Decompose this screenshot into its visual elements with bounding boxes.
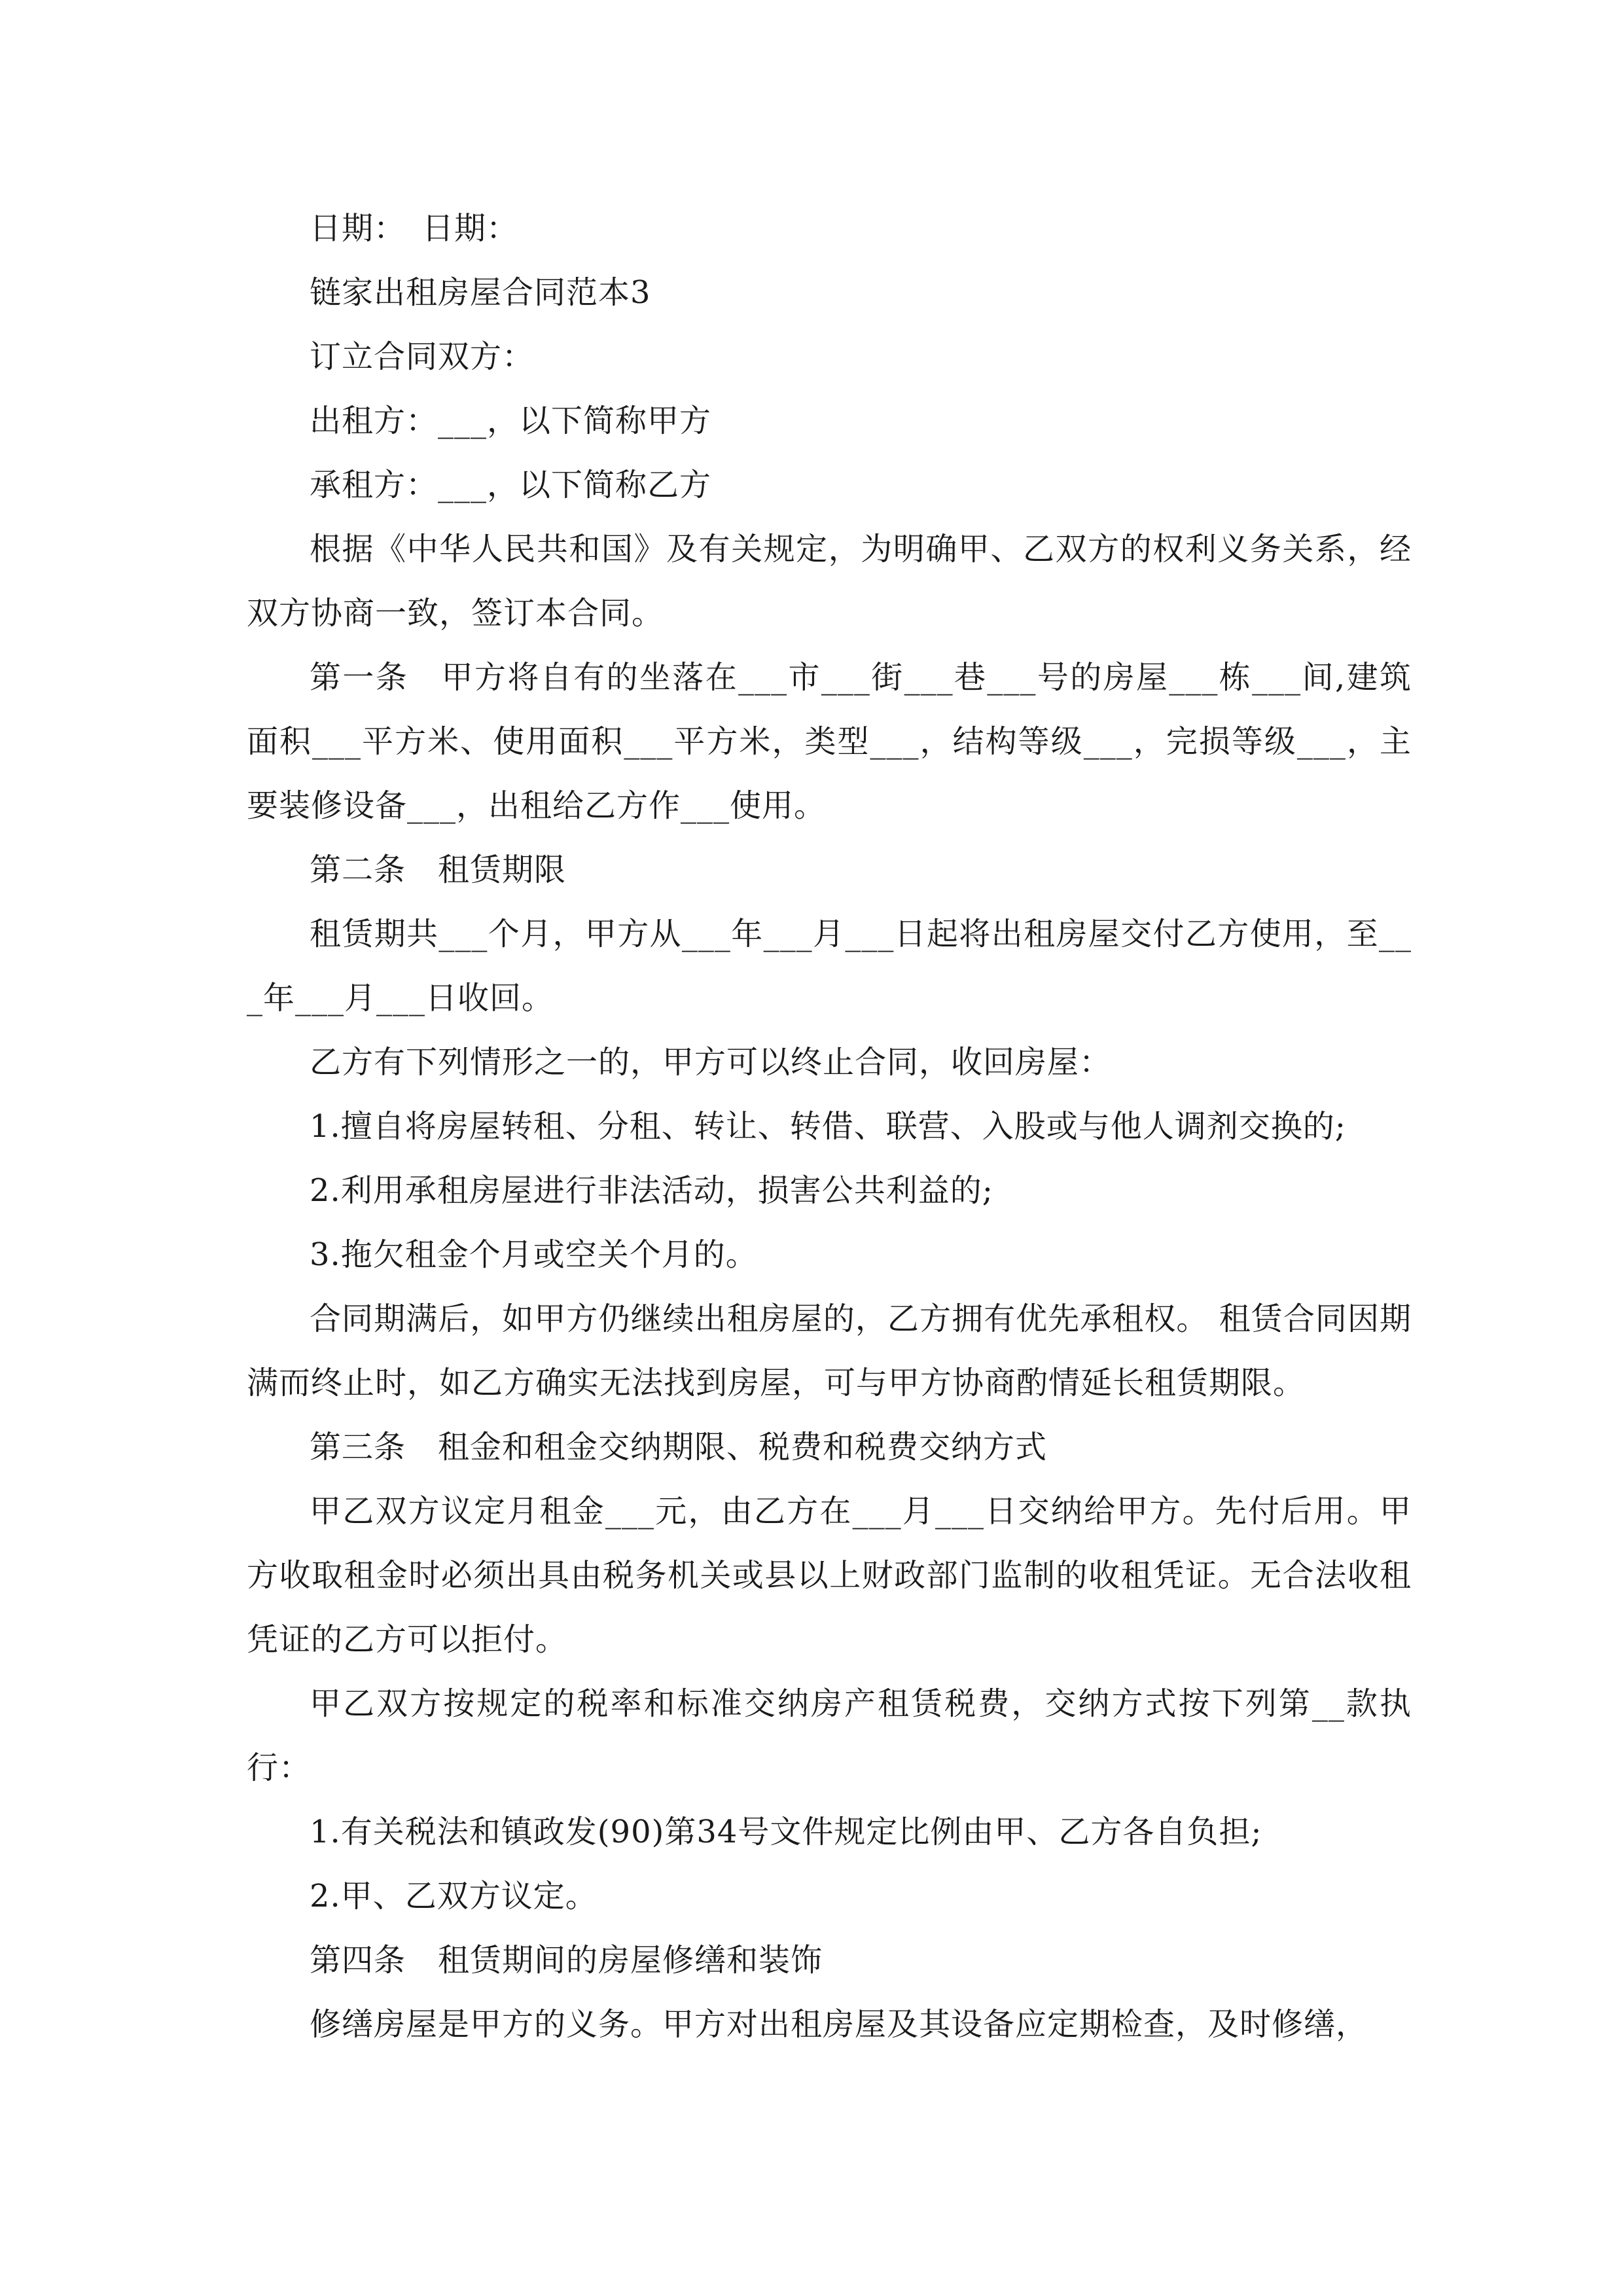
termination-intro: 乙方有下列情形之一的，甲方可以终止合同，收回房屋：	[310, 1044, 1112, 1081]
termination-item-3: 3.拖欠租金个月或空关个月的。	[310, 1236, 758, 1273]
lessor-line: 出租方：___，以下简称甲方	[310, 403, 712, 439]
rent-paragraph: 甲乙双方议定月租金___元，由乙方在___月___日交纳给甲方。先付后用。甲方收取租金时必须出具由税务机关或县以上财政部门监制的收租凭证。无合法收租凭证的乙方可以拒付。	[247, 1493, 1412, 1658]
preamble-paragraph: 根据《中华人民共和国》及有关规定，为明确甲、乙双方的权利义务关系，经双方协商一致，签订本合同。	[247, 531, 1412, 632]
contract-title: 链家出租房屋合同范本3	[310, 274, 651, 311]
repair-paragraph: 修缮房屋是甲方的义务。甲方对出租房屋及其设备应定期检查，及时修缮，	[310, 2006, 1368, 2043]
termination-item-2: 2.利用承租房屋进行非法活动，损害公共利益的;	[310, 1172, 993, 1209]
lessee-line: 承租方：___，以下简称乙方	[310, 467, 712, 503]
termination-item-1: 1.擅自将房屋转租、分租、转让、转借、联营、入股或与他人调剂交换的;	[310, 1108, 1346, 1145]
article-4-heading: 第四条 租赁期间的房屋修缮和装饰	[310, 1942, 823, 1979]
article-1-paragraph: 第一条 甲方将自有的坐落在___市___街___巷___号的房屋___栋___间,建筑面积___平方米、使用面积___平方米，类型___，结构等级___，完损等级___，主要装修设备___，出租给乙方作___使用。	[247, 659, 1412, 824]
article-3-heading: 第三条 租金和租金交纳期限、税费和税费交纳方式	[310, 1429, 1048, 1465]
tax-item-2: 2.甲、乙双方议定。	[310, 1878, 597, 1914]
date-line: 日期： 日期：	[310, 210, 519, 247]
tax-item-1: 1.有关税法和镇政发(90)第34号文件规定比例由甲、乙方各自负担;	[310, 1814, 1262, 1850]
tax-paragraph: 甲乙双方按规定的税率和标准交纳房产租赁税费，交纳方式按下列第__款执行：	[247, 1685, 1412, 1786]
parties-heading: 订立合同双方：	[310, 338, 535, 375]
document-body	[247, 196, 1412, 2056]
article-2-heading: 第二条 租赁期限	[310, 852, 567, 888]
lease-term-paragraph: 租赁期共___个月，甲方从___年___月___日起将出租房屋交付乙方使用，至___年___月___日收回。	[247, 916, 1412, 1016]
renewal-paragraph: 合同期满后，如甲方仍继续出租房屋的，乙方拥有优先承租权。 租赁合同因期满而终止时，如乙方确实无法找到房屋，可与甲方协商酌情延长租赁期限。	[247, 1300, 1412, 1401]
